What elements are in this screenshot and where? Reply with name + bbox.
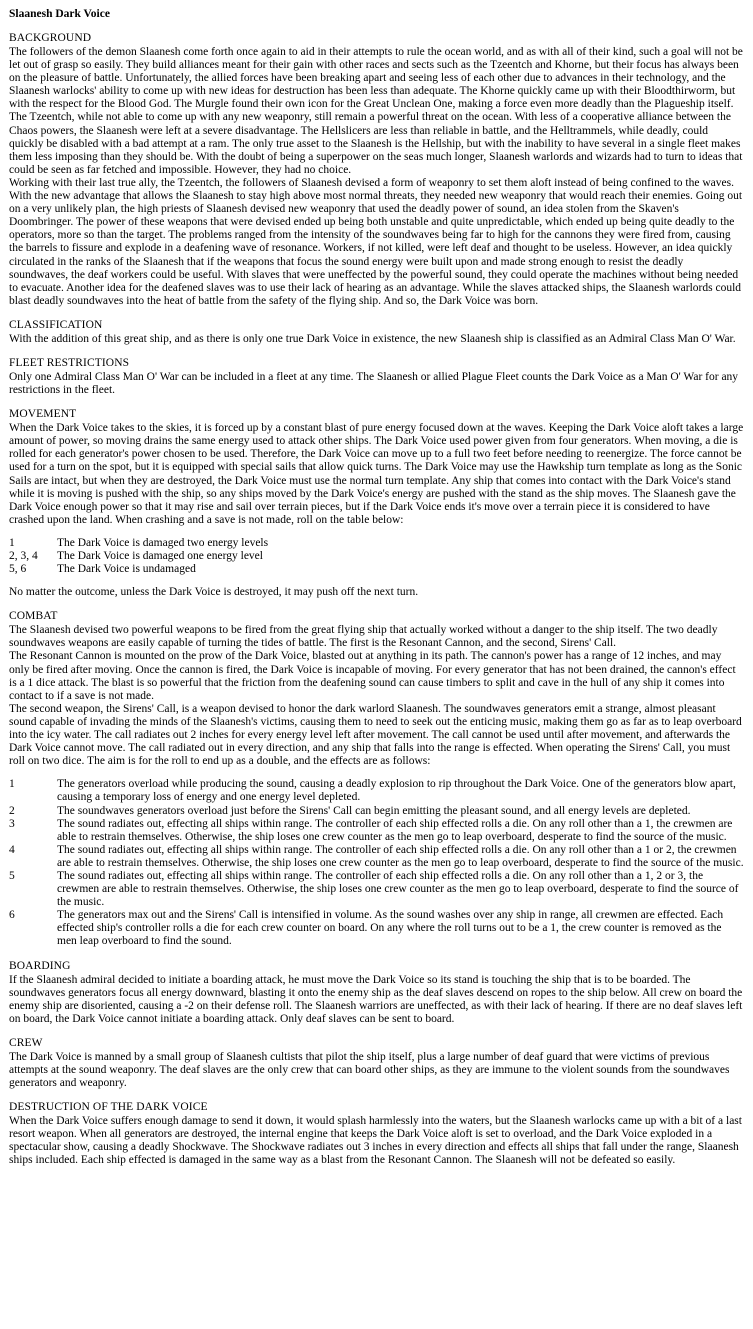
section-heading: BOARDING: [9, 959, 71, 972]
roll-value: 3: [9, 817, 15, 830]
table-row: [9, 818, 744, 844]
paragraph: The second weapon, the Sirens' Call, is a weapon devised to honor the dark warlord Slaanesh. The soundwaves generators emit a strange, almost pleasant sound capable of invading the minds of the Slaanesh's victims, causing them to need to seek out the enticing music, making them go as far as to leap overboard into the icy water. The call radiates out 2 inches for every energy level left after movement. The call cannot be used until after movement, and afterwards the Dark Voice cannot move. The call radiated out in every direction, and any ship that falls into the range is effected. When operating the Sirens' Call, you must roll on two dice. The aim is for the roll to end up as a double, and the effects are as follows:: [9, 702, 742, 768]
paragraph: The Dark Voice is manned by a small group of Slaanesh cultists that pilot the ship itself, plus a large number of deaf guard that were victims of previous attempts at the sound weaponry. The deaf slaves are the only crew that can board other ships, as they are immune to the violent sounds from the soundwaves generators and weaponry.: [9, 1050, 730, 1090]
section-heading: COMBAT: [9, 610, 58, 623]
paragraph: Working with their last true ally, the Tzeentch, the followers of Slaanesh devised a form of weaponry to set them aloft instead of being confined to the waves. With the new advantage that allows the Slaanesh to stay high above most normal threats, they needed new weaponry that would reach their enemies. Going out on a very unlikely plan, the high priests of Slaanesh devised new weaponry that used the deadly power of sound, an idea stolen from the Skaven's Doombringer. The power of these weapons that were devised ended up being both unstable and quite unpredictable, which ended up being quite deadly to the operators, more so than the target. The problems ranged from the intensity of the soundwaves being far to high for the cannons they were fired from, causing the barrels to fissure and explode in a deafening wave of resonance. Workers, if not killed, were left deaf and thought to be useless. However, an idea quickly circulated in the ranks of the Slaanesh that if the weapons that focus the sound energy were built upon and made strong enough to resist the deadly soundwaves, the deaf workers could be useful. With slaves that were uneffected by the powerful sound, they could operate the machines without being needed to evacuate. Another idea for the deafened slaves was to use their lack of hearing as an advantage. While the slaves attacked ships, the Slaanesh warlords could blast deadly soundwaves into the heat of battle from the safety of the flying ship. And so, the Dark Voice was born.: [9, 176, 743, 307]
section-movement: [9, 408, 744, 599]
sirens-call-result-table: [9, 778, 744, 948]
section-heading: DESTRUCTION OF THE DARK VOICE: [9, 1101, 208, 1114]
section-crew: [9, 1037, 744, 1090]
paragraph: With the addition of this great ship, and as there is only one true Dark Voice in existence, the new Slaanesh ship is classified as an Admiral Class Man O' War.: [9, 332, 736, 345]
table-row: [9, 778, 744, 804]
roll-value: 5: [9, 869, 15, 882]
table-row: [9, 537, 744, 550]
section-classification: [9, 319, 744, 346]
section-combat: [9, 610, 744, 948]
crash-result-table: [9, 537, 744, 576]
roll-value: 4: [9, 843, 15, 856]
table-row: [9, 563, 744, 576]
roll-result: The Dark Voice is damaged one energy level: [57, 550, 263, 562]
section-heading: FLEET RESTRICTIONS: [9, 356, 130, 369]
roll-result: The Dark Voice is damaged two energy levels: [57, 536, 269, 549]
table-row: [9, 909, 744, 948]
paragraph: No matter the outcome, unless the Dark Voice is destroyed, it may push off the next turn.: [9, 586, 419, 599]
roll-result: The soundwaves generators overload just before the Sirens' Call can begin emitting the pleasant sound, and all energy levels are depleted.: [57, 804, 691, 817]
paragraph: If the Slaanesh admiral decided to initiate a boarding attack, he must move the Dark Voice so its stand is touching the ship that is to be boarded. The soundwaves generators focus all energy downward, blasting it onto the enemy ship as the deaf slaves descend on ropes to the ship below. All crew on board the enemy ship are disoriented, causing a -2 on their defense roll. The Slaanesh warriors are uneffected, as with their lack of hearing. If there are no deaf slaves left on board, the Dark Voice cannot initiate a boarding attack. Only deaf slaves can be sent to board.: [9, 973, 743, 1025]
roll-result: The generators max out and the Sirens' Call is intensified in volume. As the sound washes over any ship in range, all crewmen are effected. Each effected ship's controller rolls a die for each crew counter on board. On any where the roll turns out to be a 1, the crew counter is removed as the men leap overboard to find the sound.: [57, 909, 724, 948]
roll-value: 1: [9, 536, 15, 549]
roll-result: The sound radiates out, effecting all ships within range. The controller of each ship effected rolls a die. On any roll other than a 1, the crewmen are able to restrain themselves. Otherwise, the ship loses one crew counter as the men go to leap overboard, desperate to find the source of the music.: [57, 817, 733, 843]
roll-result: The sound radiates out, effecting all ships within range. The controller of each ship effected rolls a die. On any roll other than a 1 or 2, the crewmen are able to restrain themselves. Otherwise, the ship loses one crew counter as the men go to leap overboard, desperate to find the source of the music.: [57, 843, 744, 869]
paragraph: Only one Admiral Class Man O' War can be included in a fleet at any time. The Slaanesh or allied Plague Fleet counts the Dark Voice as a Man O' War for any restrictions in the fleet.: [9, 370, 739, 397]
roll-result: The generators overload while producing the sound, causing a deadly explosion to rip throughout the Dark Voice. One of the generators blow apart, causing a temporary loss of energy and one energy level depleted.: [57, 778, 736, 804]
paragraph: The Slaanesh devised two powerful weapons to be fired from the great flying ship that actually worked without a danger to the ship itself. The two deadly soundwaves weapons are easily capable of turning the tides of battle. The first is the Resonant Cannon, and the second, Sirens' Call.: [9, 624, 718, 650]
section-boarding: [9, 960, 744, 1026]
table-row: [9, 844, 744, 870]
page-title: Slaanesh Dark Voice: [9, 8, 110, 20]
section-fleet-restrictions: [9, 357, 744, 397]
roll-value: 2: [9, 804, 15, 817]
roll-value: 5, 6: [9, 563, 27, 576]
table-row: [9, 550, 744, 563]
table-row: [9, 805, 744, 818]
section-heading: CLASSIFICATION: [9, 318, 103, 331]
paragraph: When the Dark Voice suffers enough damage to send it down, it would splash harmlessly into the waters, but the Slaanesh warlocks came up with a bit of a last resort weapon. When all generators are destroyed, the internal engine that keeps the Dark Voice aloft is set to overload, and the Dark Voice exploded in a spectacular show, causing a deadly Shockwave. The Shockwave radiates out 3 inches in every direction and effects all ships that fall under the range, Slaanesh ships included. Each ship effected is damaged in the same way as a blast from the Resonant Cannon. The Slaanesh will not be defeated so easily.: [9, 1115, 742, 1167]
paragraph: The followers of the demon Slaanesh come forth once again to aid in their attempts to rule the ocean world, and as with all of their kind, such a goal will not be let out of grasp so easily. They build alliances meant for their gain with other races and sects such as the Tzeentch and Khorne, but their focus has always been on the pleasure of battle. Unfortunately, the allied forces have been breaking apart and seeing less of each other due to advances in their technology, and the Slaanesh warlocks' ability to come up with new ideas for destruction has been less than adequate. The Khorne quickly came up with their Bloodthirworm, but with the respect for the Blood God. The Murgle found their own icon for the Great Unclean One, making a force even more deadly than the Plagueship itself. The Tzeentch, while not able to come up with any new weaponry, still remain a powerful threat on the ocean. With less of a cooperative alliance between the Chaos powers, the Slaanesh were left at a severe disadvantage. The Hellslicers are less than reliable in battle, and the Helltrammels, while deadly, could quickly be disabled with a bad attempt at a ram. The only true asset to the Slaanesh is the Hellship, but with the inability to have several in a single fleet makes them less imposing than they should be. With the doubt of being a superpower on the seas much longer, Slaanesh warlords and wizards had to turn to ideas that could be seen as far fetched and impossible. However, they had no choice.: [9, 46, 743, 176]
section-background: [9, 32, 744, 308]
section-destruction: [9, 1101, 744, 1167]
paragraph: The Resonant Cannon is mounted on the prow of the Dark Voice, blasted out at anything in its path. The cannon's power has a range of 12 inches, and may only be fired after moving. Once the cannon is fired, the Dark Voice is incapable of moving. For every generator that has not been drained, the cannon's effect is a 1 dice attack. The blast is so powerful that the friction from the deafening sound can cause timbers to split and cave in the hull of any ship it comes into contact to if a save is not made.: [9, 650, 736, 702]
roll-value: 2, 3, 4: [9, 550, 38, 562]
paragraph: When the Dark Voice takes to the skies, it is forced up by a constant blast of pure energy focused down at the waves. Keeping the Dark Voice aloft takes a large amount of power, so moving drains the same energy used to attack other ships. The Dark Voice used power given from four generators. When moving, a die is rolled for each generator's power chosen to be used. Therefore, the Dark Voice can move up to a full two feet before needing to reenergize. The force cannot be used for a turn on the spot, but it is equipped with special sails that allow quick turns. The Dark Voice may use the Hawkship turn template as long as the Sonic Sails are intact, but when they are destroyed, the Dark Voice must use the normal turn template. Any ship that comes into contact with the Dark Voice's stand while it is moving is pushed with the ship, so any ships moved by the Dark Voice's energy are pushed with the stand as the ship moves. The Slaanesh gave the Dark Voice enough power so that it may rise and sail over terrain pieces, but if the Dark Voice ends it's move over a terrain piece it is considered to have crashed upon the land. When crashing and a save is not made, roll on the table below:: [9, 422, 744, 526]
section-heading: BACKGROUND: [9, 32, 92, 44]
section-heading: CREW: [9, 1036, 43, 1049]
roll-value: 1: [9, 778, 15, 791]
roll-result: The Dark Voice is undamaged: [57, 563, 196, 576]
table-row: [9, 870, 744, 909]
roll-result: The sound radiates out, effecting all ships within range. The controller of each ship effected rolls a die. On any roll other than a 1, 2 or 3, the crewmen are able to restrain themselves. Otherwise, the ship loses one crew counter as the men go to leap overboard, desperate to find the source of the music.: [57, 869, 739, 909]
roll-value: 6: [9, 909, 15, 922]
section-heading: MOVEMENT: [9, 408, 77, 421]
